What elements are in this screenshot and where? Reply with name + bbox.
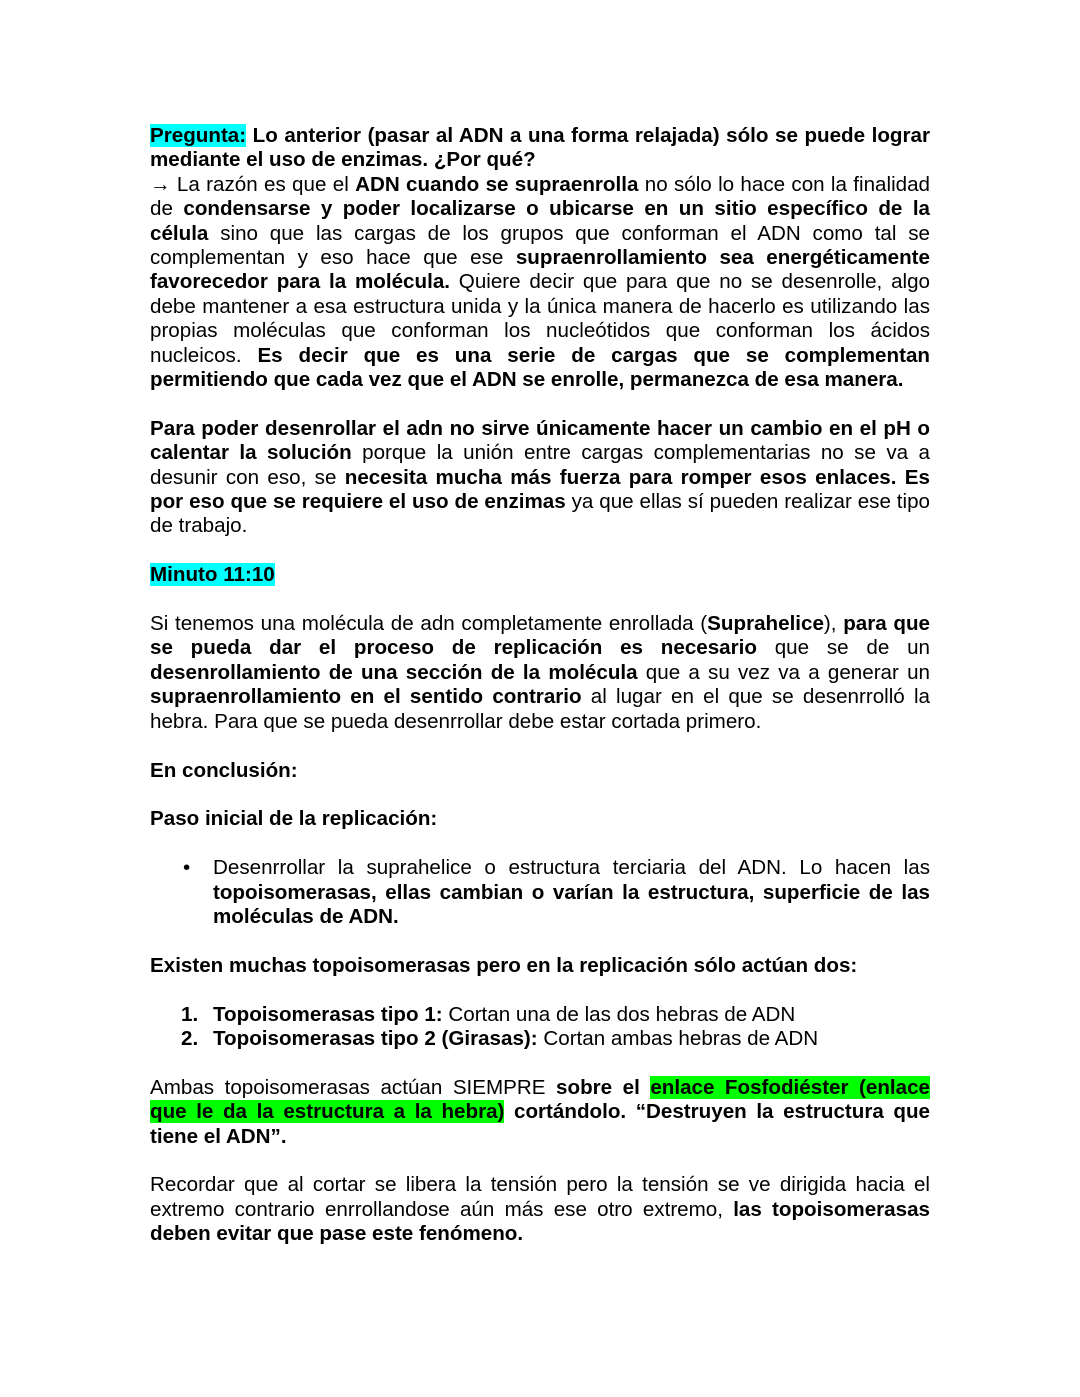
conclusion-heading — [150, 759, 930, 783]
question-text: Lo anterior (pasar al ADN a una forma relajada) sólo se puede lograr mediante el uso de enzimas. ¿Por qué? — [150, 124, 930, 172]
phosphodiester-bold-1: sobre el — [556, 1075, 651, 1099]
list-number: 2. — [181, 1026, 199, 1050]
step-heading — [150, 807, 930, 831]
unwind-bold-2: necesita mucha más fuerza para romper esos enlaces. Es por eso que se requiere el uso de enzimas — [150, 465, 930, 514]
type-description: Cortan una de las dos hebras de ADN — [442, 1002, 796, 1026]
question-paragraph — [150, 124, 930, 173]
minute-paragraph — [150, 563, 930, 587]
bullet-bold: topoisomerasas, ellas cambian o varían la estructura, superficie de las moléculas de ADN. — [213, 880, 930, 928]
types-list — [150, 1003, 930, 1052]
question-label: Pregunta: — [150, 124, 247, 147]
suprahelix-bold-4: supraenrollamiento en el sentido contrario — [150, 685, 582, 709]
answer-text-1: → La razón es que el — [150, 172, 356, 196]
answer-text-4: Quiere decir que para que no se desenrolle, algo debe mantener a esa estructura unida y la única manera de hacerlo es utilizando las propias moléculas que conforman los nucleótidos que conforman los ácidos nucleicos. — [150, 270, 931, 367]
suprahelix-paragraph — [150, 612, 930, 734]
phosphodiester-highlight: enlace Fosfodiéster (enlace que le da la estructura a la hebra) — [150, 1075, 930, 1124]
type-description: Cortan ambas hebras de ADN — [537, 1026, 819, 1050]
phosphodiester-bold-2: cortándolo. “Destruyen la estructura que tiene el ADN”. — [150, 1100, 931, 1148]
tension-bold: las topoisomerasas deben evitar que pase este fenómeno. — [150, 1197, 930, 1246]
list-number: 1. — [181, 1002, 199, 1026]
suprahelix-text-2: ), — [823, 612, 844, 636]
bullet-text: Desenrrollar la suprahelice o estructura terciaria del ADN. Lo hacen las — [213, 856, 930, 880]
tension-paragraph — [150, 1173, 930, 1246]
type-name: Topoisomerasas tipo 2 (Girasas): — [213, 1026, 538, 1050]
step-heading-text: Paso inicial de la replicación: — [150, 807, 438, 831]
unwind-bold-1: Para poder desenrollar el adn no sirve únicamente hacer un cambio en el pH o calentar la solución — [150, 416, 930, 465]
unwind-paragraph — [150, 417, 930, 539]
phosphodiester-text-1: Ambas topoisomerasas actúan SIEMPRE — [150, 1075, 557, 1099]
type-name: Topoisomerasas tipo 1: — [213, 1002, 443, 1026]
answer-paragraph — [150, 173, 930, 393]
document-page — [150, 124, 930, 1271]
unwind-text-2: ya que ellas sí pueden realizar ese tipo de trabajo. — [150, 490, 930, 538]
suprahelix-bold-2: para que se pueda dar el proceso de replicación es necesario — [150, 612, 930, 660]
answer-bold-1: ADN cuando se supraenrolla — [355, 172, 639, 196]
exist-heading — [150, 954, 930, 978]
suprahelix-bold-3: desenrollamiento de una sección de la molécula — [150, 660, 638, 684]
suprahelix-text-5: al lugar en el que se desenrrolló la hebra. Para que se pueda desenrrollar debe estar cortada primero. — [150, 685, 930, 733]
exist-heading-text: Existen muchas topoisomerasas pero en la replicación sólo actúan dos: — [150, 953, 858, 977]
unwind-text-1: porque la unión entre cargas complementarias no se va a desunir con eso, se — [150, 441, 930, 489]
suprahelix-text-1: Si tenemos una molécula de adn completamente enrollada ( — [150, 612, 708, 636]
list-item — [183, 856, 930, 929]
answer-bold-3: supraenrollamiento sea energéticamente favorecedor para la molécula. — [150, 246, 930, 294]
bullet-list — [150, 856, 930, 929]
bullet-icon: • — [183, 856, 191, 880]
phosphodiester-paragraph — [150, 1076, 930, 1149]
suprahelix-bold-1: Suprahelice — [707, 612, 824, 636]
list-item — [181, 1002, 930, 1027]
suprahelix-text-3: que se de un — [756, 636, 930, 660]
conclusion-heading-text: En conclusión: — [150, 758, 298, 782]
answer-text-3: sino que las cargas de los grupos que conforman el ADN como tal se complementan y eso hace que ese — [150, 221, 930, 270]
answer-bold-4: Es decir que es una serie de cargas que se complementan permitiendo que cada vez que el ADN se enrolle, permanezca de esa manera. — [150, 343, 930, 392]
answer-text-2: no sólo lo hace con la finalidad de — [150, 172, 931, 221]
suprahelix-text-4: que a su vez va a generar un — [637, 660, 930, 684]
tension-text: Recordar que al cortar se libera la tensión pero la tensión se ve dirigida hacia el extremo contrario enrrollandose aún más ese otro extremo, — [150, 1173, 930, 1221]
minute-label: Minuto 11:10 — [150, 563, 275, 587]
list-item — [181, 1026, 930, 1051]
answer-bold-2: condensarse y poder localizarse o ubicarse en un sitio específico de la célula — [150, 197, 930, 245]
